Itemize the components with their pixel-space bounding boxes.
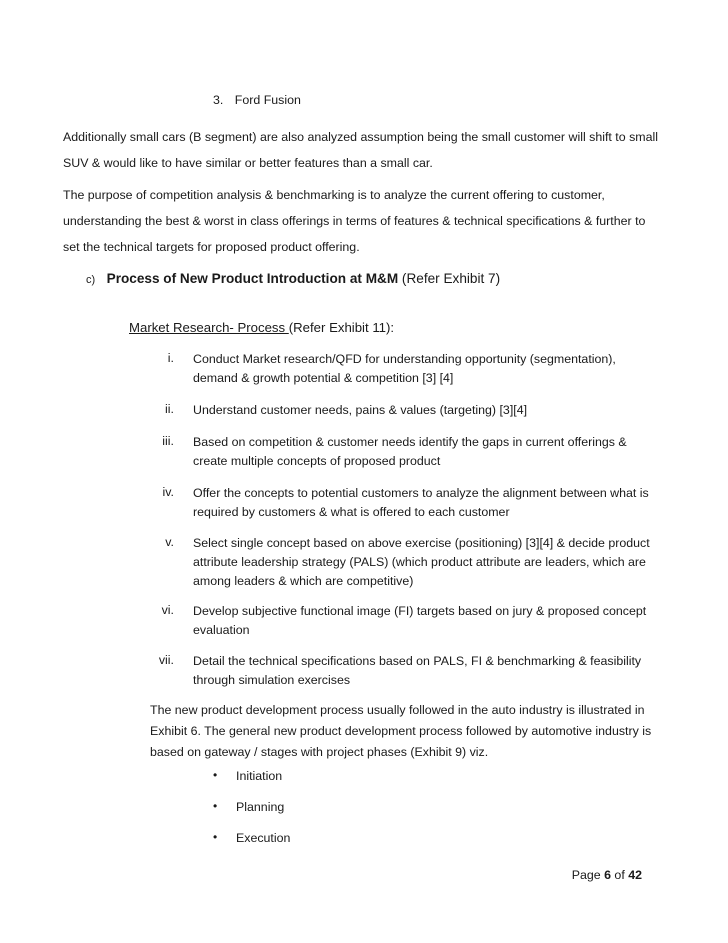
step-line: Offer the concepts to potential customers to analyze the alignment between what is <box>193 486 649 500</box>
paragraph-npd-process <box>150 700 651 763</box>
page-number: 6 <box>604 868 611 882</box>
bullet-text: Execution <box>236 831 291 845</box>
of-label: of <box>610 868 629 882</box>
step-numeral: vii. <box>158 653 174 667</box>
step-line: Conduct Market research/QFD for understanding opportunity (segmentation), <box>193 352 616 366</box>
market-research-title: Market Research- Process <box>129 320 289 335</box>
market-research-heading <box>129 320 394 335</box>
step-numeral: v. <box>165 535 174 549</box>
page-footer <box>572 868 642 882</box>
section-title: Process of New Product Introduction at M&M <box>106 271 399 286</box>
paragraph-line: The new product development process usually followed in the auto industry is illustrated in <box>150 703 645 717</box>
paragraph-line: set the technical targets for proposed product offering. <box>63 240 360 254</box>
step-line: Based on competition & customer needs identify the gaps in current offerings & <box>193 435 627 449</box>
step-numeral: ii. <box>165 402 174 416</box>
paragraph-line: The purpose of competition analysis & benchmarking is to analyze the current offering to customer, <box>63 188 605 202</box>
step-numeral: iv. <box>162 485 174 499</box>
list-number: 3. <box>213 93 224 107</box>
section-heading-c <box>86 271 500 286</box>
page-total: 42 <box>628 868 642 882</box>
bullet-icon: • <box>213 768 218 782</box>
market-research-reference: (Refer Exhibit 11): <box>288 320 395 335</box>
step-numeral: iii. <box>162 434 174 448</box>
step-line: create multiple concepts of proposed product <box>193 454 441 468</box>
step-line: Select single concept based on above exercise (positioning) [3][4] & decide product <box>193 536 650 550</box>
paragraph-small-cars <box>63 124 658 176</box>
step-numeral: vi. <box>161 603 174 617</box>
paragraph-line: Exhibit 6. The general new product development process followed by automotive industry is <box>150 724 652 738</box>
page-label: Page <box>571 868 605 882</box>
bullet-text: Initiation <box>236 769 283 783</box>
step-line: required by customers & what is offered to each customer <box>193 505 510 519</box>
paragraph-competition-analysis <box>63 182 645 260</box>
step-line: Understand customer needs, pains & values (targeting) [3][4] <box>193 403 528 417</box>
paragraph-line: based on gateway / stages with project phases (Exhibit 9) viz. <box>150 745 489 759</box>
step-line: demand & growth potential & competition [3] [4] <box>193 371 454 385</box>
list-item-text: Ford Fusion <box>234 93 301 107</box>
section-marker: c) <box>86 274 96 286</box>
bullet-icon: • <box>213 799 218 813</box>
paragraph-line: Additionally small cars (B segment) are also analyzed assumption being the small customer will shift to small <box>63 130 658 144</box>
paragraph-line: SUV & would like to have similar or better features than a small car. <box>63 156 433 170</box>
step-line: attribute leadership strategy (PALS) (which product attribute are leaders, which are <box>193 555 646 569</box>
step-line: evaluation <box>193 623 250 637</box>
step-line: Detail the technical specifications based on PALS, FI & benchmarking & feasibility <box>193 654 642 668</box>
list-item-ford-fusion <box>213 93 301 107</box>
step-line: through simulation exercises <box>193 673 351 687</box>
bullet-icon: • <box>213 830 218 844</box>
paragraph-line: understanding the best & worst in class offerings in terms of features & technical specifications & further to <box>63 214 646 228</box>
step-numeral: i. <box>167 351 174 365</box>
section-reference: (Refer Exhibit 7) <box>398 271 501 286</box>
step-line: Develop subjective functional image (FI) targets based on jury & proposed concept <box>193 604 647 618</box>
bullet-text: Planning <box>236 800 285 814</box>
step-line: among leaders & which are competitive) <box>193 574 414 588</box>
